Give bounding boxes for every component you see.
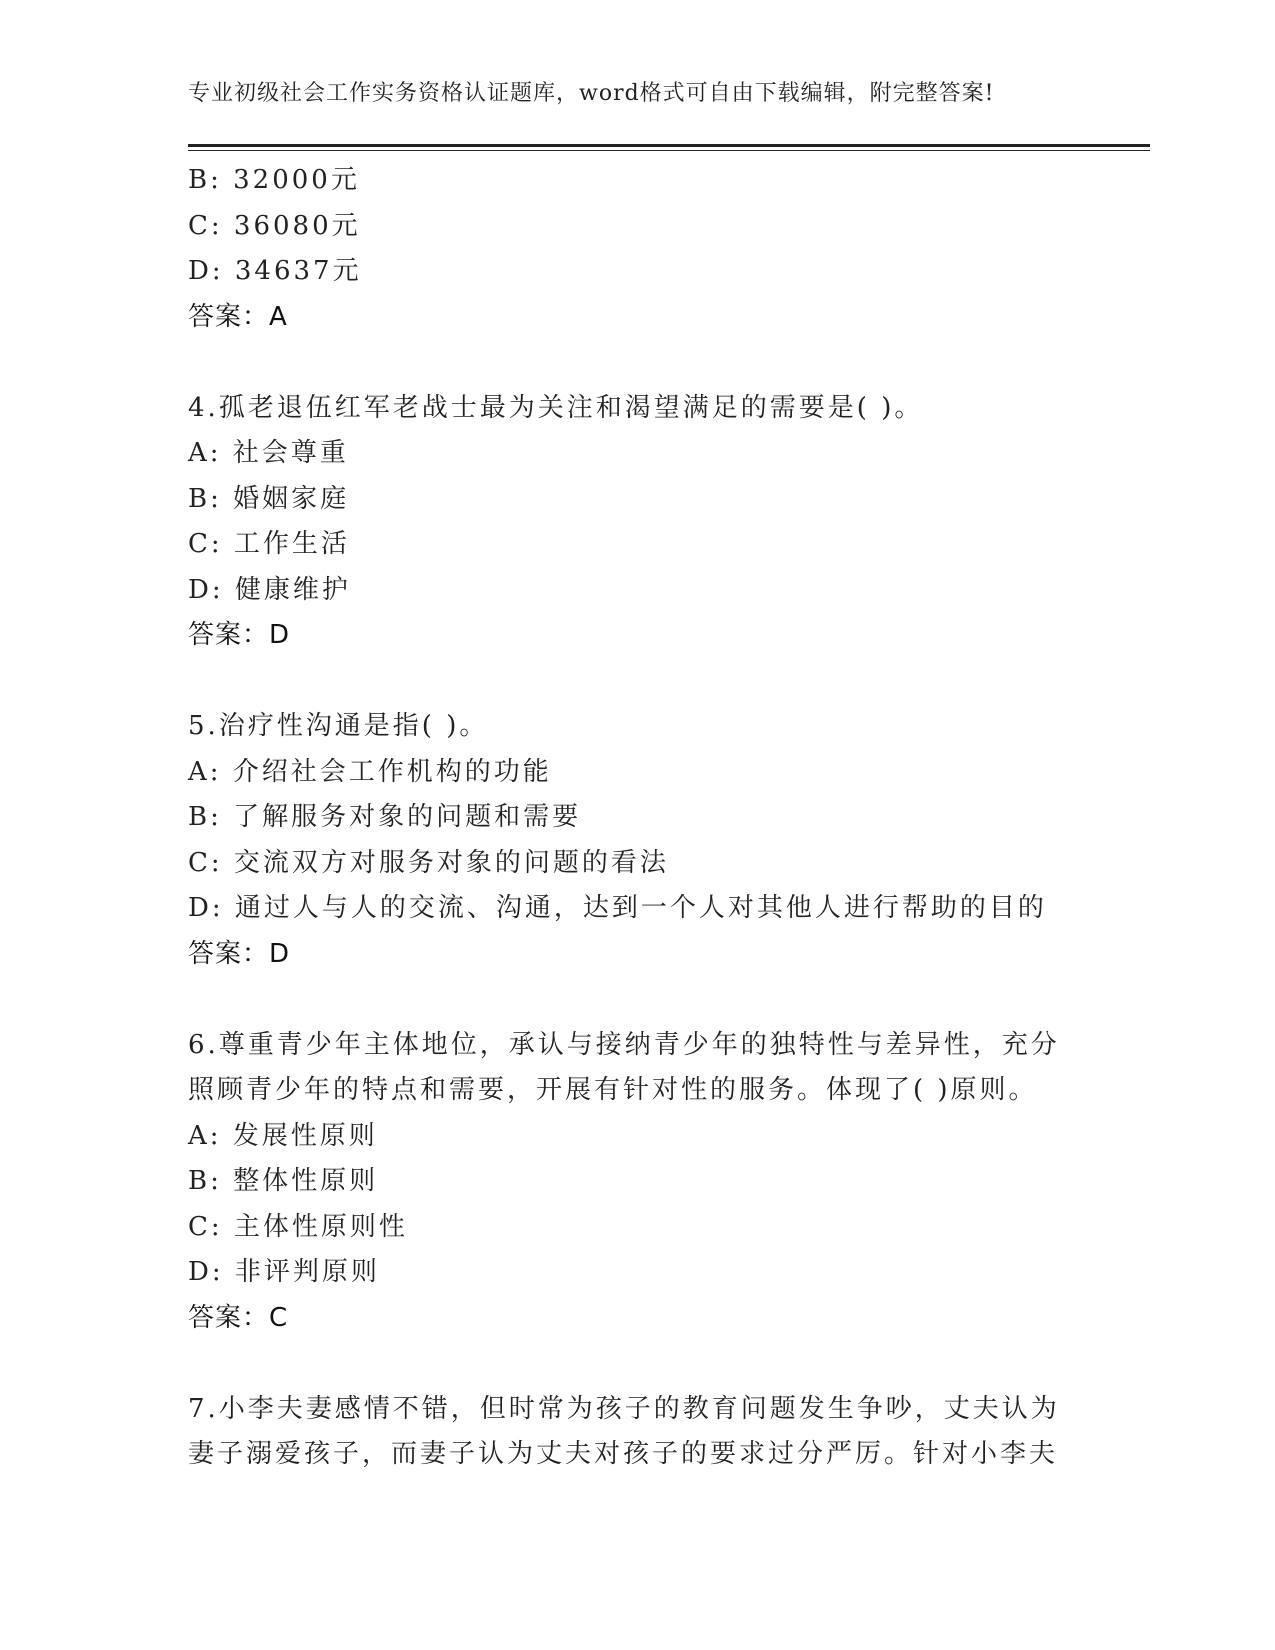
option-b: B: 婚姻家庭 [188,483,350,514]
answer-line: 答案：D [188,620,291,650]
question-stem: 4.孤老退伍红军老战士最为关注和渴望满足的需要是( )。 [188,392,924,423]
option-c: C: 工作生活 [188,529,350,559]
option-d: D: 非评判原则 [188,1257,380,1287]
option-a: A: 发展性原则 [188,1120,378,1151]
header-rule-thin [188,150,1150,151]
option-d: D: 健康维护 [188,574,351,605]
option-d: D: 34637元 [188,256,362,286]
question-5 [188,704,1088,977]
option-c: C: 主体性原则性 [188,1211,408,1242]
question-stem-line-2: 妻子溺爱孩子，而妻子认为丈夫对孩子的要求过分严厉。针对小李夫 [188,1439,1059,1469]
option-a: A: 介绍社会工作机构的功能 [188,756,552,787]
option-c: C: 交流双方对服务对象的问题的看法 [188,847,669,878]
question-stem-line-2: 照顾青少年的特点和需要，开展有针对性的服务。体现了( )原则。 [188,1075,1038,1105]
question-gap [188,1341,1088,1387]
option-d: D: 通过人与人的交流、沟通，达到一个人对其他人进行帮助的目的 [188,893,1047,923]
option-c: C: 36080元 [188,210,361,241]
page-header: 专业初级社会工作实务资格认证题库，word格式可自由下载编辑，附完整答案! [188,81,995,106]
question-3-tail [188,158,1088,340]
question-stem-line-1: 7.小李夫妻感情不错，但时常为孩子的教育问题发生争吵，丈夫认为 [188,1393,1060,1424]
question-gap [188,659,1088,705]
question-7 [188,1387,1088,1478]
option-b: B: 32000元 [188,165,360,195]
question-stem-line-1: 6.尊重青少年主体地位，承认与接纳青少年的独特性与差异性，充分 [188,1029,1060,1060]
option-b: B: 整体性原则 [188,1166,379,1196]
question-stem: 5.治疗性沟通是指( )。 [188,711,489,741]
question-gap [188,977,1088,1023]
answer-line: 答案：D [188,938,291,969]
question-gap [188,340,1088,386]
question-6 [188,1023,1088,1342]
option-b: B: 了解服务对象的问题和需要 [188,802,582,832]
question-list [188,158,1088,1478]
answer-line: 答案：C [188,1302,289,1333]
header-rule-thick [188,144,1150,147]
question-4 [188,386,1088,659]
answer-line: 答案：A [188,301,288,332]
option-a: A: 社会尊重 [188,438,349,468]
